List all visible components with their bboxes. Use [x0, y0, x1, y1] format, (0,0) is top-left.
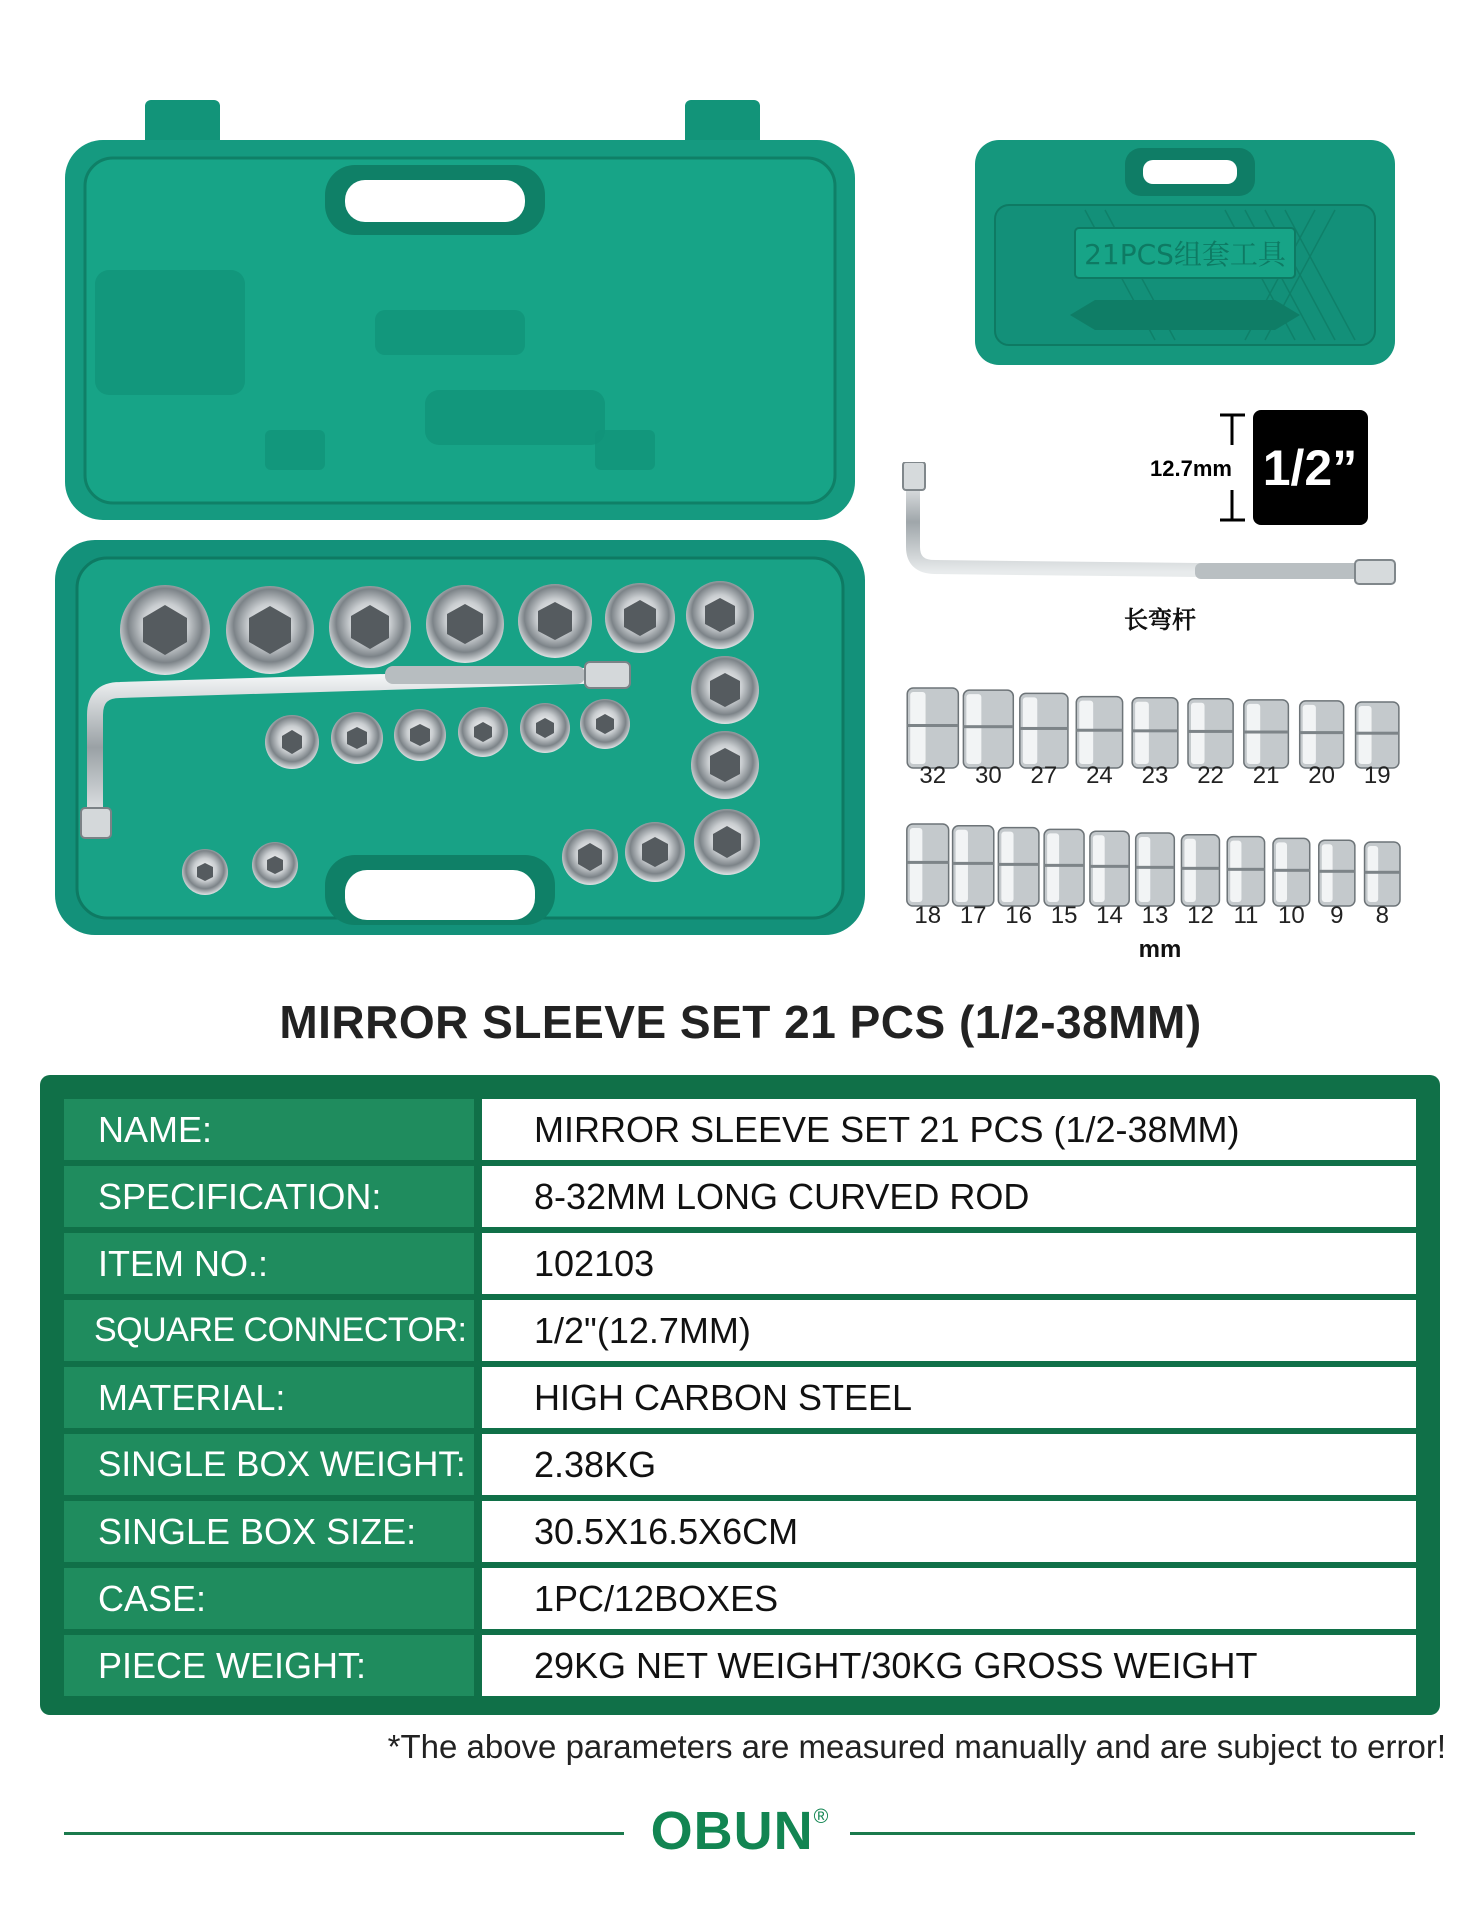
spec-row-item-no — [64, 1233, 1416, 1294]
socket-19 — [1356, 702, 1399, 768]
socket-30 — [963, 690, 1013, 768]
spec-value: 1PC/12BOXES — [482, 1568, 1416, 1629]
spec-row-piece-weight — [64, 1635, 1416, 1696]
socket-size-label: 27 — [1030, 762, 1058, 789]
spec-value: MIRROR SLEEVE SET 21 PCS (1/2-38MM) — [482, 1099, 1416, 1160]
brand-name: OBUN — [650, 1801, 814, 1861]
socket-size-label: 20 — [1308, 762, 1335, 789]
socket-16 — [998, 828, 1039, 906]
spec-label: ITEM NO.: — [64, 1233, 474, 1294]
socket-row-large — [905, 680, 1405, 770]
spec-value: 1/2"(12.7MM) — [482, 1300, 1416, 1361]
socket-size-label: 15 — [1050, 902, 1078, 929]
socket-size-label: 9 — [1330, 902, 1344, 929]
spec-value: HIGH CARBON STEEL — [482, 1367, 1416, 1428]
spec-value: 102103 — [482, 1233, 1416, 1294]
spec-value: 29KG NET WEIGHT/30KG GROSS WEIGHT — [482, 1635, 1416, 1696]
socket-size-label: 13 — [1141, 902, 1169, 929]
drive-size-mm: 12.7mm — [1150, 456, 1232, 481]
socket-15 — [1044, 829, 1084, 906]
spec-label: SINGLE BOX SIZE: — [64, 1501, 474, 1562]
spec-row-square-connector — [64, 1300, 1416, 1361]
closed-case-image — [975, 140, 1395, 365]
open-case-image — [55, 100, 875, 940]
footer-divider-right — [850, 1832, 1415, 1835]
socket-size-label: 12 — [1187, 902, 1214, 929]
socket-size-labels-large — [905, 762, 1405, 792]
brand-logo — [640, 1800, 840, 1862]
socket-size-labels-small — [905, 902, 1405, 932]
footer-divider-left — [64, 1832, 624, 1835]
socket-size-label: 21 — [1252, 762, 1280, 789]
socket-13 — [1136, 833, 1175, 906]
registered-mark: ® — [813, 1806, 830, 1828]
spec-label: SINGLE BOX WEIGHT: — [64, 1434, 474, 1495]
spec-label: PIECE WEIGHT: — [64, 1635, 474, 1696]
spec-row-single-box-size — [64, 1501, 1416, 1562]
socket-32 — [907, 688, 958, 768]
socket-size-label: 23 — [1141, 762, 1169, 789]
disclaimer: *The above parameters are measured manually and are subject to error! — [387, 1728, 1446, 1765]
spec-row-case — [64, 1568, 1416, 1629]
spec-label: MATERIAL: — [64, 1367, 474, 1428]
socket-24 — [1076, 697, 1122, 768]
socket-11 — [1227, 837, 1264, 906]
socket-size-label: 18 — [914, 902, 942, 929]
socket-size-label: 16 — [1005, 902, 1032, 929]
size-unit-label: mm — [1138, 936, 1182, 963]
socket-size-label: 14 — [1096, 902, 1123, 929]
socket-9 — [1319, 840, 1355, 906]
socket-size-label: 17 — [959, 902, 987, 929]
socket-row-small — [905, 818, 1405, 908]
socket-size-label: 19 — [1363, 762, 1391, 789]
socket-14 — [1090, 831, 1129, 906]
spec-value: 8-32MM LONG CURVED ROD — [482, 1166, 1416, 1227]
socket-size-label: 32 — [919, 762, 947, 789]
socket-17 — [953, 826, 994, 906]
spec-label: NAME: — [64, 1099, 474, 1160]
drive-size-inch: 1/2” — [1262, 440, 1358, 496]
spec-value: 30.5X16.5X6CM — [482, 1501, 1416, 1562]
closed-case-label: 21PCS组套工具 — [1084, 238, 1286, 271]
spec-label: CASE: — [64, 1568, 474, 1629]
socket-27 — [1020, 693, 1068, 768]
spec-table — [64, 1099, 1416, 1702]
socket-23 — [1132, 698, 1178, 768]
l-handle-image — [895, 462, 1405, 592]
spec-label: SQUARE CONNECTOR: — [64, 1300, 474, 1361]
socket-8 — [1365, 842, 1400, 906]
socket-size-label: 10 — [1278, 902, 1305, 929]
socket-size-label: 11 — [1233, 902, 1259, 929]
socket-22 — [1188, 699, 1233, 768]
socket-10 — [1273, 838, 1310, 906]
page-title: MIRROR SLEEVE SET 21 PCS (1/2-38MM) — [279, 996, 1202, 1048]
socket-20 — [1300, 701, 1344, 768]
spec-row-single-box-weight — [64, 1434, 1416, 1495]
handle-caption: 长弯杆 — [1124, 606, 1196, 634]
socket-21 — [1244, 700, 1289, 768]
socket-size-label: 30 — [974, 762, 1002, 789]
socket-18 — [907, 824, 949, 906]
socket-size-label: 22 — [1197, 762, 1224, 789]
socket-size-label: 8 — [1375, 902, 1389, 929]
spec-row-name — [64, 1099, 1416, 1160]
spec-value: 2.38KG — [482, 1434, 1416, 1495]
socket-size-label: 24 — [1086, 762, 1113, 789]
spec-label: SPECIFICATION: — [64, 1166, 474, 1227]
spec-row-material — [64, 1367, 1416, 1428]
spec-row-specification — [64, 1166, 1416, 1227]
socket-12 — [1181, 835, 1219, 906]
